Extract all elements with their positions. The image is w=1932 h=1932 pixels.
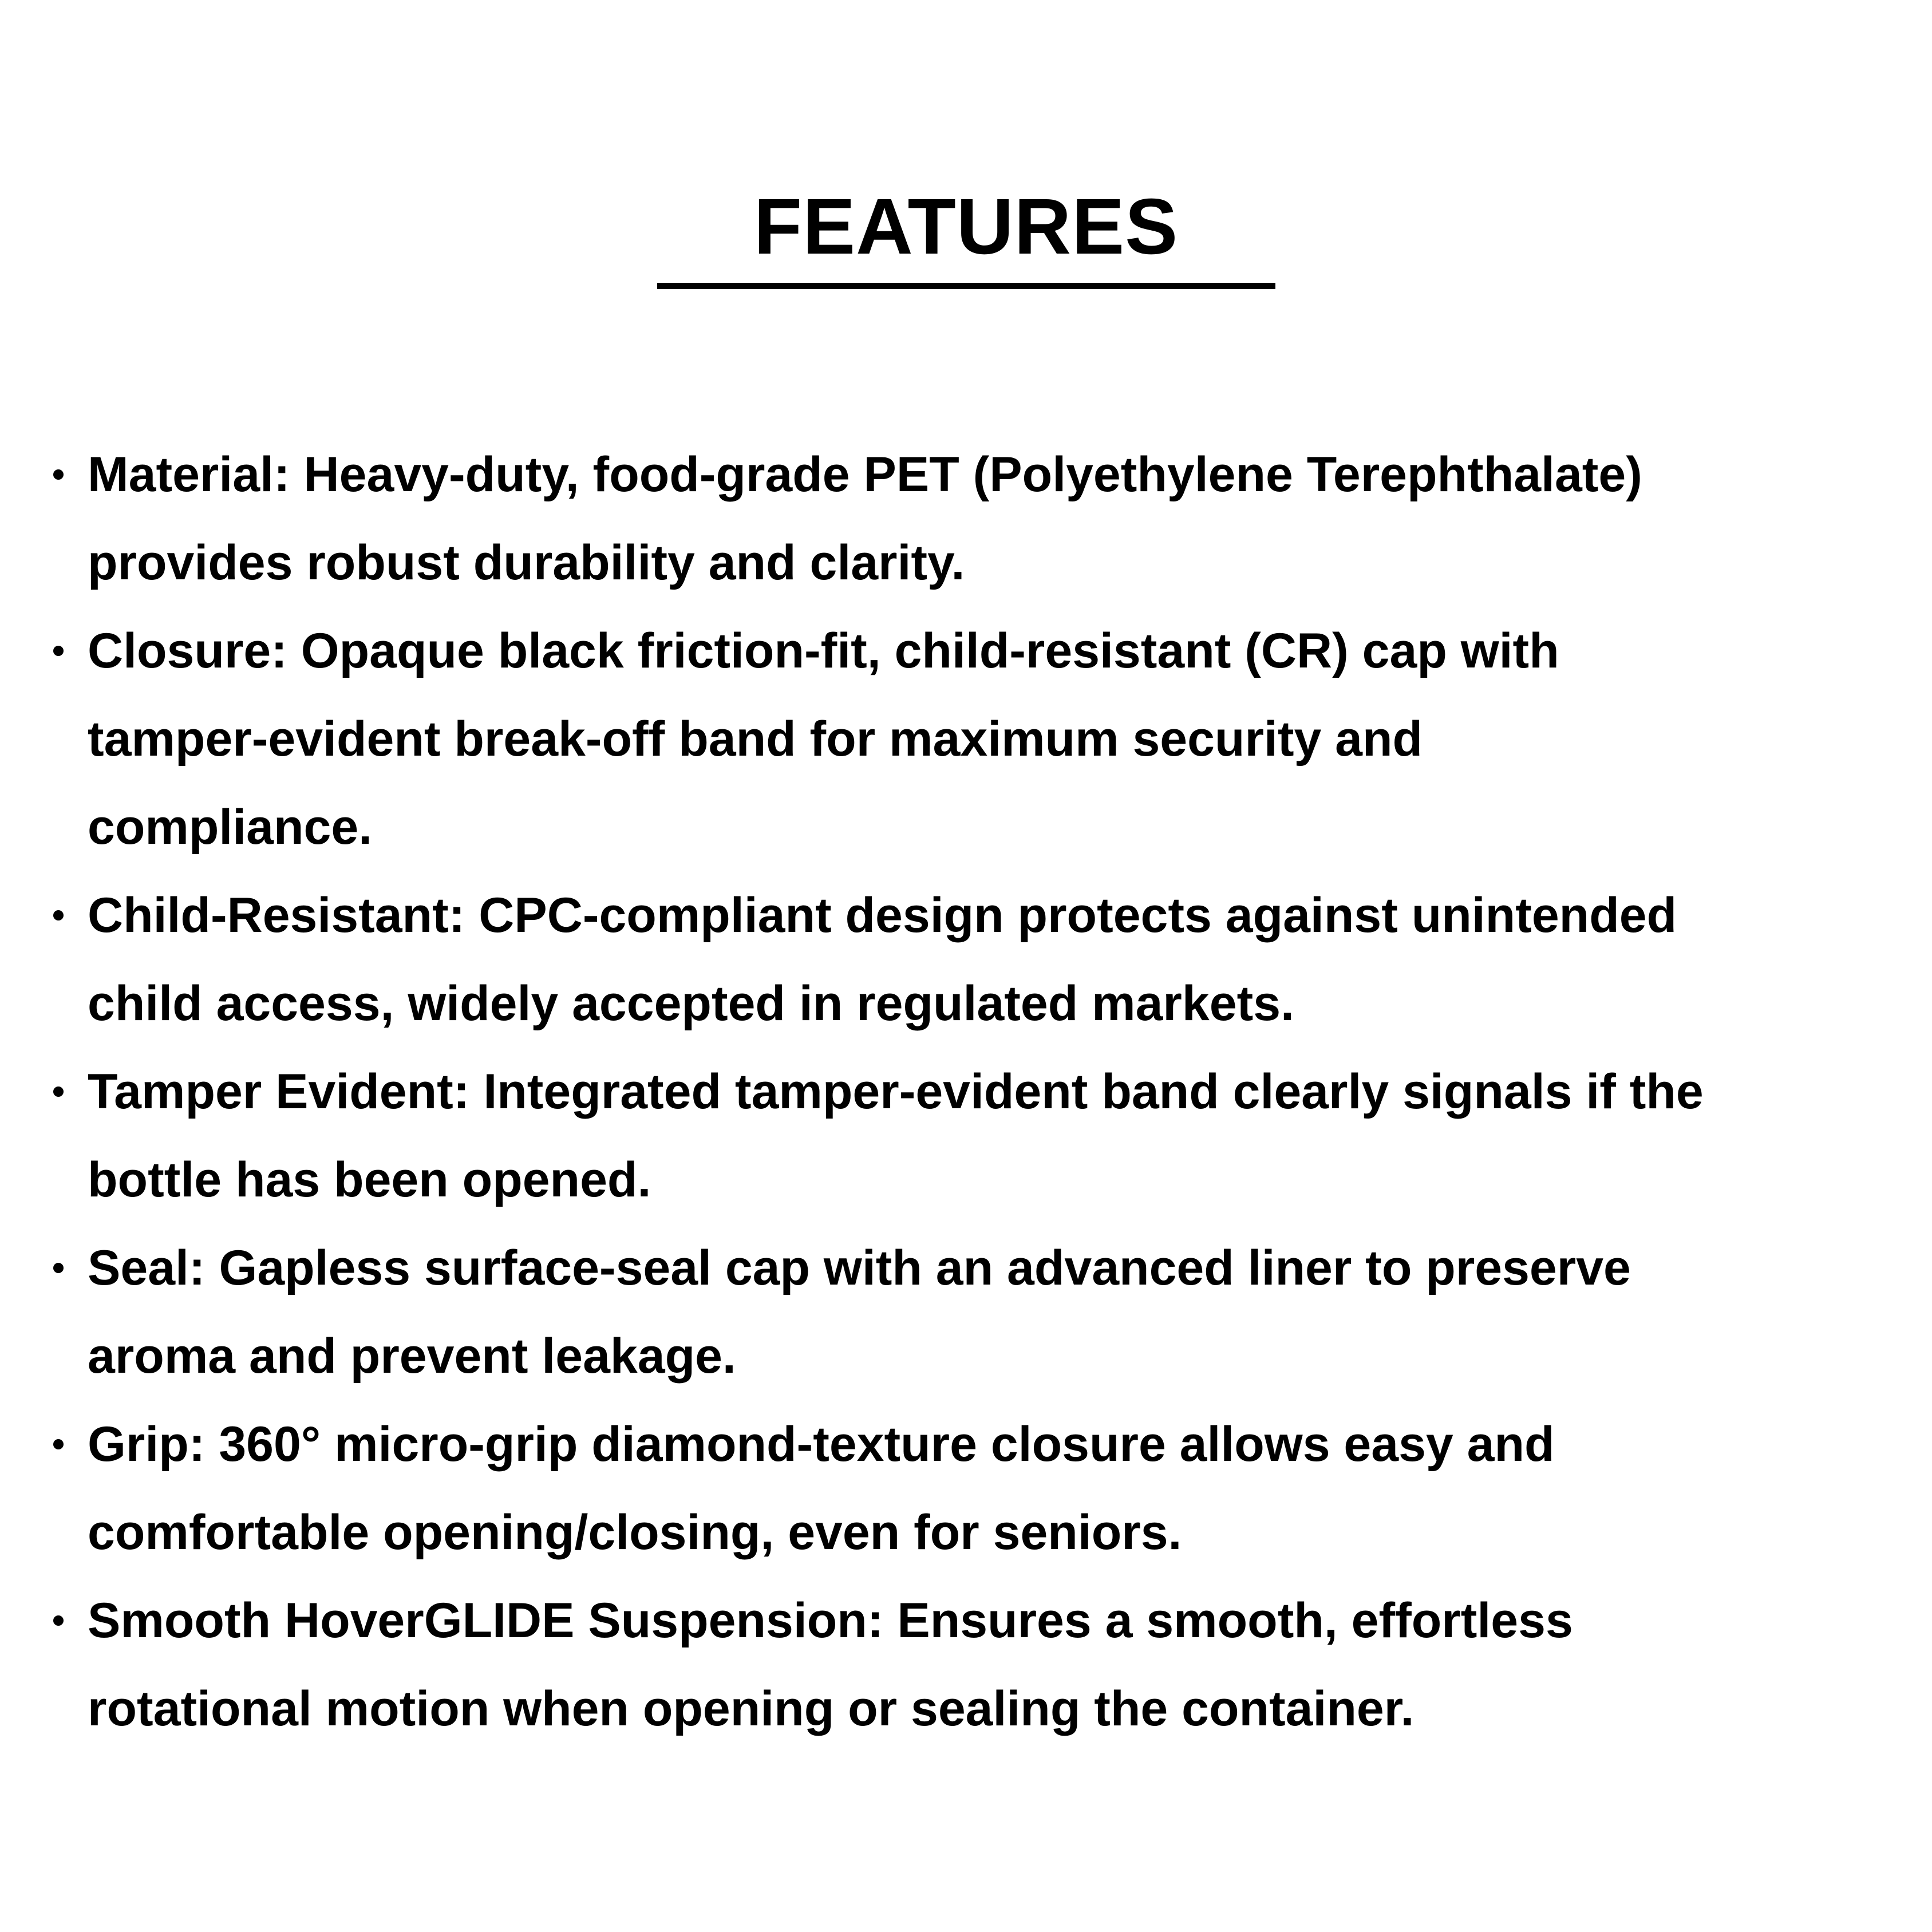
feature-item-grip xyxy=(45,1400,1928,1577)
feature-line: comfortable opening/closing, even for seniors. xyxy=(88,1505,1182,1560)
feature-line: compliance. xyxy=(88,800,373,855)
features-list xyxy=(45,430,1928,1753)
bullet-icon xyxy=(53,469,64,480)
feature-line: aroma and prevent leakage. xyxy=(88,1329,736,1384)
bullet-icon xyxy=(53,1439,64,1449)
feature-item-material xyxy=(45,430,1928,607)
feature-line: Seal: Gapless surface-seal cap with an advanced liner to preserve xyxy=(88,1240,1631,1295)
feature-line: Closure: Opaque black friction-fit, child-resistant (CR) cap with xyxy=(88,623,1559,678)
feature-line: Tamper Evident: Integrated tamper-evident band clearly signals if the xyxy=(88,1064,1704,1119)
feature-line: Grip: 360° micro-grip diamond-texture closure allows easy and xyxy=(88,1417,1555,1472)
feature-line: Smooth HoverGLIDE Suspension: Ensures a smooth, effortless xyxy=(88,1593,1573,1648)
feature-line: provides robust durability and clarity. xyxy=(88,535,965,590)
bullet-icon xyxy=(53,646,64,656)
feature-line: Child-Resistant: CPC-compliant design protects against unintended xyxy=(88,888,1677,943)
bullet-icon xyxy=(53,910,64,920)
feature-line: bottle has been opened. xyxy=(88,1152,651,1207)
feature-line: tamper-evident break-off band for maximum security and xyxy=(88,712,1423,767)
feature-line: Material: Heavy-duty, food-grade PET (Polyethylene Terephthalate) xyxy=(88,447,1642,502)
bullet-icon xyxy=(53,1086,64,1097)
feature-line: child access, widely accepted in regulated markets. xyxy=(88,976,1294,1031)
page-title: FEATURES xyxy=(753,183,1179,271)
feature-item-suspension xyxy=(45,1577,1928,1753)
bullet-icon xyxy=(53,1615,64,1626)
bullet-icon xyxy=(53,1263,64,1273)
feature-item-seal xyxy=(45,1224,1928,1400)
feature-item-tamper-evident xyxy=(45,1048,1928,1224)
feature-item-child-resistant xyxy=(45,871,1928,1048)
feature-item-closure xyxy=(45,607,1928,871)
feature-line: rotational motion when opening or sealing the container. xyxy=(88,1681,1415,1736)
title-underline xyxy=(657,283,1275,289)
